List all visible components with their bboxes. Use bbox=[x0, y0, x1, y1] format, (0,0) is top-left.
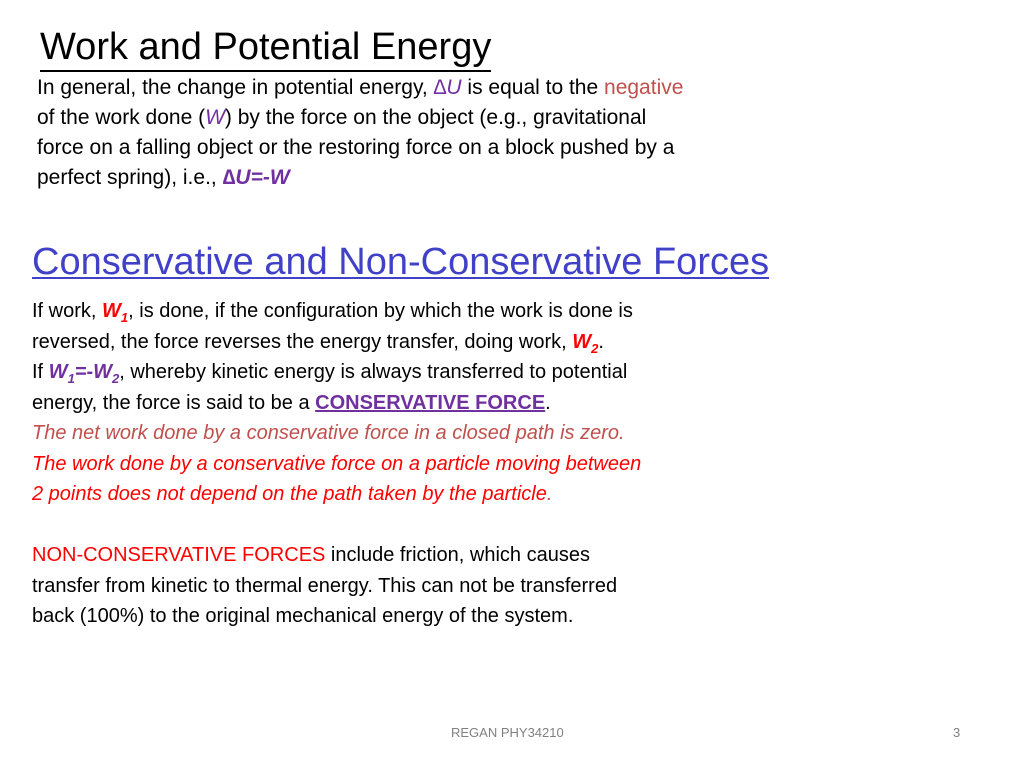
intro-text: perfect spring), i.e., bbox=[37, 166, 223, 189]
w1-symbol bbox=[102, 300, 129, 325]
body-line-2 bbox=[32, 327, 772, 358]
intro-text: is equal to the bbox=[461, 76, 605, 99]
negative-word: negative bbox=[604, 76, 684, 99]
section-heading bbox=[32, 238, 769, 286]
path-independence-line-1: The work done by a conservative force on a particle moving between bbox=[32, 452, 642, 475]
subscript: 2 bbox=[591, 340, 599, 356]
body-text: reversed, the force reverses the energy transfer, doing work, bbox=[32, 330, 573, 353]
intro-line-1 bbox=[37, 73, 777, 103]
w-letter: W bbox=[48, 361, 68, 383]
body-line-4 bbox=[32, 388, 772, 419]
subscript: 1 bbox=[67, 371, 75, 386]
body-line-8 bbox=[32, 540, 772, 571]
body-text: . bbox=[598, 330, 604, 353]
section-heading-link[interactable]: Conservative and Non-Conservative Forces bbox=[32, 241, 770, 283]
body-line-1 bbox=[32, 296, 772, 327]
intro-paragraph bbox=[37, 73, 777, 193]
w-letter: W bbox=[572, 330, 592, 353]
body-line-10: back (100%) to the original mechanical energy of the system. bbox=[32, 605, 574, 627]
intro-text: In general, the change in potential energy, bbox=[37, 76, 434, 99]
w-letter: =-W bbox=[74, 361, 113, 383]
non-conservative-term: NON-CONSERVATIVE FORCES bbox=[32, 544, 326, 566]
body-text: . bbox=[546, 483, 553, 505]
body-line-3 bbox=[32, 357, 772, 388]
body-text: If bbox=[32, 361, 49, 383]
intro-text: of the work done ( bbox=[37, 106, 206, 129]
intro-line-3: force on a falling object or the restoring force on a block pushed by a bbox=[37, 136, 675, 159]
intro-line-2 bbox=[37, 103, 777, 133]
w2-symbol bbox=[572, 330, 599, 356]
body-text: include friction, which causes bbox=[325, 544, 590, 566]
w1-equals-minus-w2 bbox=[48, 361, 120, 386]
intro-line-4 bbox=[37, 163, 777, 193]
delta-u-symbol: ∆U bbox=[433, 76, 462, 99]
equation-du-w: ∆U=-W bbox=[222, 166, 290, 189]
body-text: 2 points does not depend on the path taken by the particle bbox=[32, 483, 547, 505]
path-independence-line-2 bbox=[32, 479, 772, 510]
conservative-force-term: CONSERVATIVE FORCE bbox=[315, 391, 546, 414]
slide-title: Work and Potential Energy bbox=[40, 24, 491, 72]
body-text: , whereby kinetic energy is always transferred to potential bbox=[119, 361, 628, 383]
w-letter: W bbox=[102, 300, 121, 322]
body-text: If work, bbox=[32, 300, 103, 322]
subscript: 2 bbox=[112, 371, 120, 386]
work-symbol: W bbox=[205, 106, 225, 129]
subscript: 1 bbox=[120, 310, 129, 325]
body-line-9: transfer from kinetic to thermal energy. This can not be transferred bbox=[32, 574, 618, 597]
intro-text: ) by the force on the object (e.g., gravitational bbox=[224, 106, 647, 129]
page-number: 3 bbox=[953, 725, 961, 740]
body-text: energy, the force is said to be a bbox=[32, 391, 316, 414]
body-text: . bbox=[545, 391, 551, 414]
body-paragraph bbox=[32, 296, 772, 632]
closed-path-statement: The net work done by a conservative force in a closed path is zero. bbox=[32, 422, 625, 444]
footer-text: REGAN PHY34210 bbox=[451, 725, 564, 740]
paragraph-gap bbox=[32, 510, 772, 541]
body-text: , is done, if the configuration by which the work is done is bbox=[128, 300, 633, 322]
